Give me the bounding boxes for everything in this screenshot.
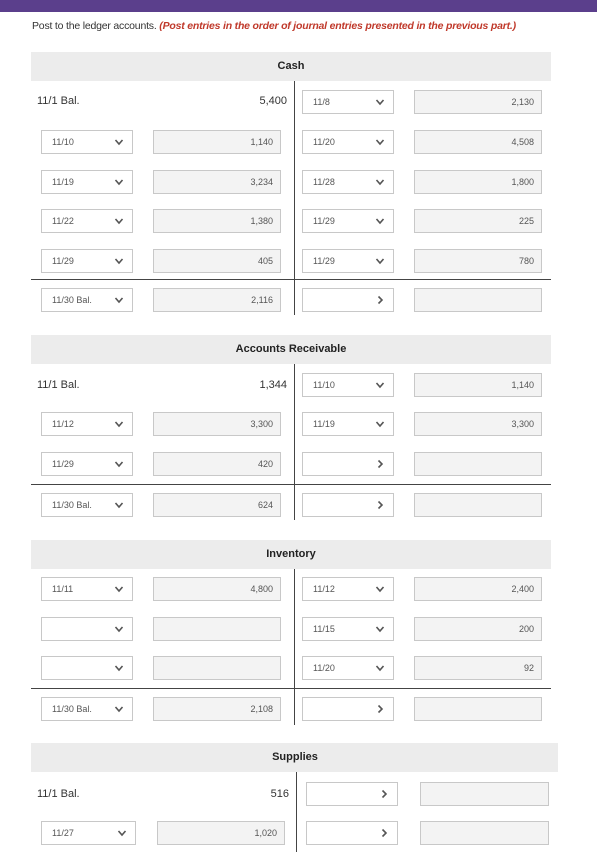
chevron-down-icon — [375, 137, 385, 147]
cash-debit-amount-input[interactable]: 405 — [153, 249, 281, 273]
cash-credit-date-select-value: 11/20 — [313, 137, 335, 147]
inventory-credit-amount-input[interactable]: 92 — [414, 656, 542, 680]
chevron-right-icon — [379, 828, 389, 838]
cash-debit-date-select[interactable] — [41, 209, 133, 233]
ar-total-rule — [31, 484, 551, 485]
cash-credit-date-select-value: 11/29 — [313, 216, 335, 226]
chevron-down-icon — [114, 216, 124, 226]
ar-debit-date-select-value: 11/29 — [52, 459, 74, 469]
cash-credit-amount-input[interactable]: 1,800 — [414, 170, 542, 194]
chevron-down-icon — [114, 419, 124, 429]
inventory-title: Inventory — [266, 548, 316, 560]
ar-debit-amount-input[interactable]: 420 — [153, 452, 281, 476]
ar-ending-credit-date-select[interactable] — [302, 493, 394, 517]
inventory-total-rule — [31, 688, 551, 689]
supplies-credit-date-select[interactable] — [306, 821, 398, 845]
inventory-credit-date-select[interactable] — [302, 656, 394, 680]
chevron-down-icon — [114, 704, 124, 714]
cash-total-rule — [31, 279, 551, 280]
chevron-right-icon — [375, 500, 385, 510]
ar-credit-amount-input[interactable]: 1,140 — [414, 373, 542, 397]
cash-credit-amount-input[interactable]: 2,130 — [414, 90, 542, 114]
cash-credit-date-select[interactable] — [302, 209, 394, 233]
ar-credit-date-select-value: 11/10 — [313, 380, 335, 390]
cash-beginning-balance-amount: 5,400 — [259, 95, 287, 107]
ar-ending-balance-amount-input[interactable]: 624 — [153, 493, 281, 517]
inventory-credit-amount-input[interactable]: 2,400 — [414, 577, 542, 601]
cash-ending-credit-date-select[interactable] — [302, 288, 394, 312]
cash-credit-amount-input[interactable]: 780 — [414, 249, 542, 273]
chevron-down-icon — [375, 663, 385, 673]
ar-ending-balance-label-select-value: 11/30 Bal. — [52, 500, 92, 510]
ar-t-vertical — [294, 364, 295, 520]
cash-debit-date-select[interactable] — [41, 249, 133, 273]
inventory-debit-date-select[interactable] — [41, 617, 133, 641]
inventory-debit-date-select[interactable] — [41, 656, 133, 680]
inventory-ending-balance-label-select-value: 11/30 Bal. — [52, 704, 92, 714]
cash-title: Cash — [277, 60, 305, 72]
inventory-credit-date-select-value: 11/15 — [313, 624, 335, 634]
chevron-down-icon — [114, 177, 124, 187]
supplies-t-vertical — [296, 772, 297, 852]
cash-debit-amount-input[interactable]: 1,140 — [153, 130, 281, 154]
inventory-credit-date-select[interactable] — [302, 617, 394, 641]
chevron-down-icon — [114, 584, 124, 594]
cash-ending-credit-amount-input[interactable] — [414, 288, 542, 312]
supplies-credit-date-select[interactable] — [306, 782, 398, 806]
inventory-credit-amount-input[interactable]: 200 — [414, 617, 542, 641]
cash-debit-date-select[interactable] — [41, 170, 133, 194]
chevron-down-icon — [375, 419, 385, 429]
inventory-credit-date-select[interactable] — [302, 577, 394, 601]
cash-credit-amount-input[interactable]: 4,508 — [414, 130, 542, 154]
cash-debit-amount-input[interactable]: 1,380 — [153, 209, 281, 233]
cash-debit-date-select-value: 11/29 — [52, 256, 74, 266]
ar-credit-date-select-value: 11/19 — [313, 419, 335, 429]
inventory-ending-balance-label-select[interactable] — [41, 697, 133, 721]
ar-credit-date-select[interactable] — [302, 452, 394, 476]
ar-beginning-balance-amount: 1,344 — [259, 379, 287, 391]
ar-title: Accounts Receivable — [235, 343, 347, 355]
cash-credit-date-select[interactable] — [302, 170, 394, 194]
ar-credit-amount-input[interactable]: 3,300 — [414, 412, 542, 436]
instruction-emphasis: (Post entries in the order of journal entries presented in the previous part.) — [159, 20, 516, 32]
ar-debit-date-select-value: 11/12 — [52, 419, 74, 429]
cash-ending-balance-label-select[interactable] — [41, 288, 133, 312]
inventory-debit-amount-input[interactable] — [153, 656, 281, 680]
inventory-debit-date-select-value: 11/11 — [52, 584, 74, 594]
cash-credit-date-select-value: 11/29 — [313, 256, 335, 266]
chevron-down-icon — [375, 624, 385, 634]
inventory-ending-credit-date-select[interactable] — [302, 697, 394, 721]
ar-debit-amount-input[interactable]: 3,300 — [153, 412, 281, 436]
inventory-credit-date-select-value: 11/20 — [313, 663, 335, 673]
chevron-down-icon — [375, 216, 385, 226]
cash-ending-balance-amount-input[interactable]: 2,116 — [153, 288, 281, 312]
cash-credit-date-select[interactable] — [302, 130, 394, 154]
cash-debit-date-select-value: 11/19 — [52, 177, 74, 187]
chevron-down-icon — [114, 137, 124, 147]
chevron-down-icon — [375, 97, 385, 107]
cash-credit-amount-input[interactable]: 225 — [414, 209, 542, 233]
chevron-down-icon — [114, 500, 124, 510]
supplies-debit-amount-input[interactable]: 1,020 — [157, 821, 285, 845]
cash-debit-date-select-value: 11/10 — [52, 137, 74, 147]
chevron-right-icon — [375, 459, 385, 469]
ar-credit-amount-input[interactable] — [414, 452, 542, 476]
cash-credit-date-select-value: 11/28 — [313, 177, 335, 187]
instruction-text — [32, 20, 516, 32]
cash-debit-amount-input[interactable]: 3,234 — [153, 170, 281, 194]
chevron-down-icon — [114, 256, 124, 266]
chevron-right-icon — [379, 789, 389, 799]
cash-debit-date-select-value: 11/22 — [52, 216, 74, 226]
chevron-right-icon — [375, 295, 385, 305]
supplies-credit-amount-input[interactable] — [420, 821, 549, 845]
chevron-down-icon — [375, 380, 385, 390]
inventory-credit-date-select-value: 11/12 — [313, 584, 335, 594]
chevron-down-icon — [375, 177, 385, 187]
cash-debit-date-select[interactable] — [41, 130, 133, 154]
ar-credit-date-select[interactable] — [302, 412, 394, 436]
inventory-debit-date-select[interactable] — [41, 577, 133, 601]
ar-beginning-balance-label: 11/1 Bal. — [37, 379, 80, 391]
chevron-down-icon — [375, 256, 385, 266]
ar-debit-date-select[interactable] — [41, 452, 133, 476]
chevron-right-icon — [375, 704, 385, 714]
cash-ending-balance-label-select-value: 11/30 Bal. — [52, 295, 92, 305]
cash-credit-date-select[interactable] — [302, 90, 394, 114]
chevron-down-icon — [114, 295, 124, 305]
top-accent-bar — [0, 0, 597, 12]
chevron-down-icon — [117, 828, 127, 838]
instruction-main: Post to the ledger accounts. — [32, 20, 160, 32]
chevron-down-icon — [375, 584, 385, 594]
cash-beginning-balance-label: 11/1 Bal. — [37, 95, 80, 107]
ar-ending-balance-label-select[interactable] — [41, 493, 133, 517]
ar-debit-date-select[interactable] — [41, 412, 133, 436]
supplies-debit-date-select-value: 11/27 — [52, 828, 74, 838]
inventory-debit-amount-input[interactable] — [153, 617, 281, 641]
chevron-down-icon — [114, 459, 124, 469]
supplies-debit-date-select[interactable] — [41, 821, 136, 845]
chevron-down-icon — [114, 663, 124, 673]
inventory-t-vertical — [294, 569, 295, 725]
supplies-credit-amount-input[interactable] — [420, 782, 549, 806]
supplies-title: Supplies — [272, 751, 318, 763]
chevron-down-icon — [114, 624, 124, 634]
cash-credit-date-select-value: 11/8 — [313, 97, 330, 107]
inventory-ending-credit-amount-input[interactable] — [414, 697, 542, 721]
ar-ending-credit-amount-input[interactable] — [414, 493, 542, 517]
cash-credit-date-select[interactable] — [302, 249, 394, 273]
ar-credit-date-select[interactable] — [302, 373, 394, 397]
inventory-ending-balance-amount-input[interactable]: 2,108 — [153, 697, 281, 721]
inventory-debit-amount-input[interactable]: 4,800 — [153, 577, 281, 601]
supplies-beginning-balance-amount: 516 — [270, 788, 289, 800]
supplies-beginning-balance-label: 11/1 Bal. — [37, 788, 80, 800]
